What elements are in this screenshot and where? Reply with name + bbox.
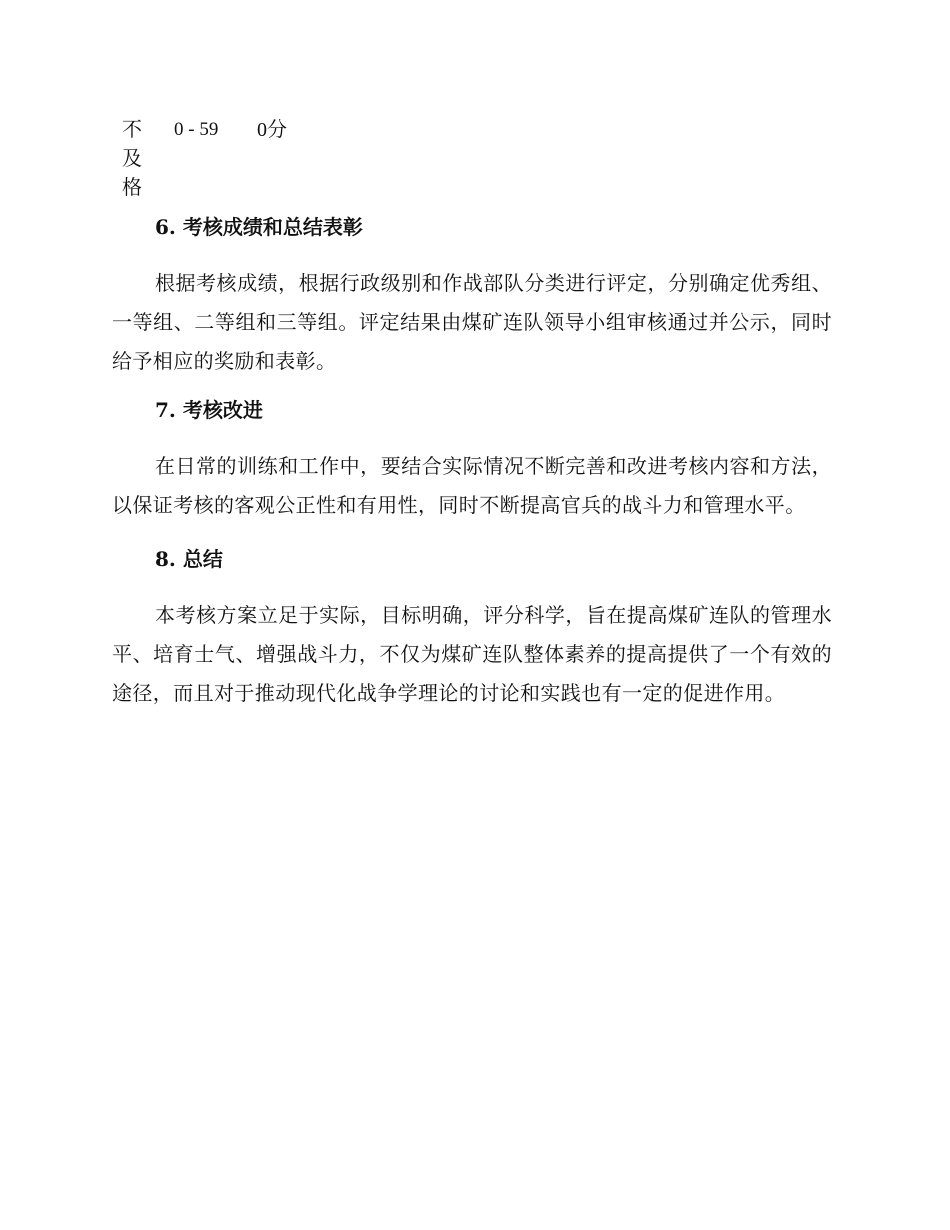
score-value: 0: [257, 119, 267, 141]
score-table-row: [112, 115, 372, 205]
document-body: [112, 212, 832, 713]
score-cell: [257, 115, 287, 145]
range-cell: 0 - 59: [174, 119, 219, 140]
section-heading-7: 7. 考核改进: [155, 398, 263, 422]
score-unit: 分: [267, 117, 287, 141]
section-paragraph-8: 本考核方案立足于实际，目标明确，评分科学，旨在提高煤矿连队的管理水平、培育士气、增强战斗力，不仅为煤矿连队整体素养的提高提供了一个有效的途径，而且对于推动现代化战争学理论的讨论和实践也有一定的促进作用。: [112, 603, 832, 705]
section-heading-6: 6. 考核成绩和总结表彰: [155, 215, 363, 239]
section-paragraph-7: 在日常的训练和工作中，要结合实际情况不断完善和改进考核内容和方法，以保证考核的客观公正性和有用性，同时不断提高官兵的战斗力和管理水平。: [112, 454, 832, 517]
section-heading-8: 8. 总结: [155, 547, 223, 571]
grade-cell: 不及格: [122, 117, 142, 199]
section-paragraph-6: 根据考核成绩，根据行政级别和作战部队分类进行评定，分别确定优秀组、一等组、二等组和三等组。评定结果由煤矿连队领导小组审核通过并公示，同时给予相应的奖励和表彰。: [112, 271, 832, 373]
